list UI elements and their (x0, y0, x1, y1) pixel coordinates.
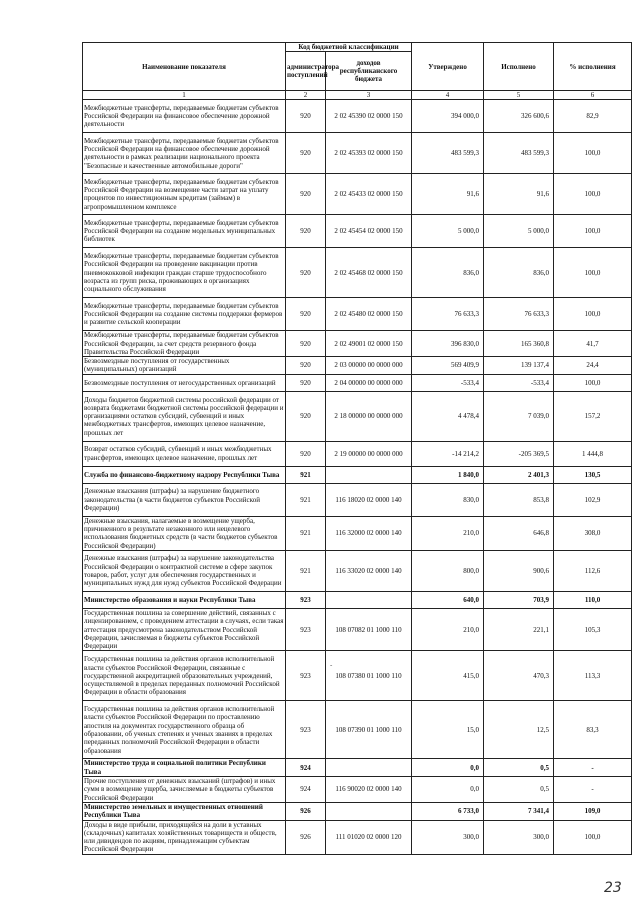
row-percent-cell: 100,0 (554, 174, 632, 215)
table-row (83, 820, 632, 854)
row-code-cell (326, 759, 412, 777)
row-name-cell: Министерство образования и науки Республики Тыва (83, 591, 286, 608)
row-percent-cell: 100,0 (554, 820, 632, 854)
table-row (83, 215, 632, 248)
table-row (83, 701, 632, 759)
row-approved-cell: 830,0 (412, 483, 484, 516)
row-name-cell: Государственная пошлина за действия органов исполнительной власти субъектов Российской Федерации по проставлению апостиля на документах государственного образца об образовании, об ученых степенях и ученых званиях в пределах переданных полномочий Российской Федерации в области образования (83, 701, 286, 759)
row-code-cell: 111 01020 02 0000 120 (326, 820, 412, 854)
header-income: доходов республиканского бюджета (326, 52, 412, 91)
row-name-cell: Государственная пошлина за действия органов исполнительной власти субъектов Российской Федерации, связанные с государственной аккредитацией образовательных учреждений, осуществляемой в пределах переданных полномочий Российской Федерации в области образования (83, 651, 286, 701)
row-executed-cell: 836,0 (484, 248, 554, 298)
row-admin-cell: 920 (286, 331, 326, 357)
row-admin-cell: 920 (286, 441, 326, 466)
row-admin-cell: 920 (286, 174, 326, 215)
row-code-cell: 108 07390 01 1000 110 (326, 701, 412, 759)
row-approved-cell: 800,0 (412, 550, 484, 591)
row-percent-cell: 100,0 (554, 133, 632, 174)
row-percent-cell: 100,0 (554, 298, 632, 331)
row-percent-cell: 102,9 (554, 483, 632, 516)
row-code-cell: 108 07380 01 1000 110 (326, 651, 412, 701)
row-executed-cell: 165 360,8 (484, 331, 554, 357)
row-executed-cell: 646,8 (484, 516, 554, 550)
row-name-cell: Межбюджетные трансферты, передаваемые бюджетам субъектов Российской Федерации на создание модельных муниципальных библиотек (83, 215, 286, 248)
row-executed-cell: 326 600,6 (484, 100, 554, 133)
row-percent-cell: 83,3 (554, 701, 632, 759)
row-approved-cell: -14 214,2 (412, 441, 484, 466)
row-executed-cell: 221,1 (484, 608, 554, 650)
row-executed-cell: 483 599,3 (484, 133, 554, 174)
row-executed-cell: 139 137,4 (484, 357, 554, 375)
row-approved-cell: 1 840,0 (412, 466, 484, 483)
row-approved-cell: 394 000,0 (412, 100, 484, 133)
row-percent-cell: 82,9 (554, 100, 632, 133)
row-code-cell (326, 466, 412, 483)
row-name-cell: Межбюджетные трансферты, передаваемые бюджетам субъектов Российской Федерации на возмещение части затрат на уплату процентов по инвестиционным кредитам (займам) в агропромышленном комплексе (83, 174, 286, 215)
row-admin-cell: 921 (286, 466, 326, 483)
row-code-cell: 2 02 45393 02 0000 150 (326, 133, 412, 174)
row-name-cell: Межбюджетные трансферты, передаваемые бюджетам субъектов Российской Федерации на финансовое обеспечение дорожной деятельности (83, 100, 286, 133)
row-name-cell: Государственная пошлина за совершение действий, связанных с лицензированием, с проведением аттестации в случаях, если такая аттестация предусмотрена законодательством Российской Федерации, зачисляемая в бюджеты субъектов Российской Федерации (83, 608, 286, 650)
row-approved-cell: 210,0 (412, 608, 484, 650)
row-name-cell: Межбюджетные трансферты, передаваемые бюджетам субъектов Российской Федерации, за счет средств резервного фонда Правительства Российской Федерации (83, 331, 286, 357)
row-approved-cell: 836,0 (412, 248, 484, 298)
row-admin-cell: 921 (286, 516, 326, 550)
header-percent: % исполнения (554, 43, 632, 91)
row-code-cell: 2 03 00000 00 0000 000 (326, 357, 412, 375)
row-code-cell (326, 802, 412, 820)
row-code-cell: 2 02 45468 02 0000 150 (326, 248, 412, 298)
table-row-section (83, 802, 632, 820)
col-number: 1 (83, 91, 286, 100)
row-admin-cell: 921 (286, 550, 326, 591)
row-name-cell: Доходы в виде прибыли, приходящейся на доли в уставных (складочных) капиталах хозяйственных товариществ и обществ, или дивидендов по акциям, принадлежащим субъектам Российской Федерации (83, 820, 286, 854)
table-row-section (83, 759, 632, 777)
table-row (83, 298, 632, 331)
row-code-cell: 2 02 45454 02 0000 150 (326, 215, 412, 248)
row-name-cell: Межбюджетные трансферты, передаваемые бюджетам субъектов Российской Федерации на создание системы поддержки фермеров и развитие сельской кооперации (83, 298, 286, 331)
row-executed-cell: 470,3 (484, 651, 554, 701)
row-approved-cell: 396 830,0 (412, 331, 484, 357)
table-row (83, 516, 632, 550)
row-code-cell: 2 04 00000 00 0000 000 (326, 374, 412, 391)
row-executed-cell: -533,4 (484, 374, 554, 391)
row-approved-cell: 15,0 (412, 701, 484, 759)
row-executed-cell: -205 369,5 (484, 441, 554, 466)
row-code-cell: 2 18 00000 00 0000 000 (326, 391, 412, 441)
row-approved-cell: 76 633,3 (412, 298, 484, 331)
row-approved-cell: 4 478,4 (412, 391, 484, 441)
row-approved-cell: 640,0 (412, 591, 484, 608)
row-percent-cell: 110,0 (554, 591, 632, 608)
table-row (83, 100, 632, 133)
row-admin-cell: 924 (286, 759, 326, 777)
table-row (83, 174, 632, 215)
row-percent-cell: 41,7 (554, 331, 632, 357)
row-name-cell: Межбюджетные трансферты, передаваемые бюджетам субъектов Российской Федерации на финансовое обеспечение дорожной деятельности в рамках реализации национального проекта "Безопасные и качественные автомобильные дороги" (83, 133, 286, 174)
row-code-cell: 116 90020 02 0000 140 (326, 777, 412, 803)
col-number: 4 (412, 91, 484, 100)
row-approved-cell: 300,0 (412, 820, 484, 854)
table-row (83, 374, 632, 391)
table-row-section (83, 466, 632, 483)
row-executed-cell: 853,8 (484, 483, 554, 516)
table-row (83, 248, 632, 298)
row-percent-cell: 113,3 (554, 651, 632, 701)
row-code-cell: 2 02 45433 02 0000 150 (326, 174, 412, 215)
row-name-cell: Прочие поступления от денежных взысканий (штрафов) и иных сумм в возмещение ущерба, зачисляемые в бюджеты субъектов Российской Федерации (83, 777, 286, 803)
row-name-cell: Денежные взыскания (штрафы) за нарушение законодательства Российской Федерации о контрактной системе в сфере закупок товаров, работ, услуг для обеспечения государственных и муниципальных нужд для нужд субъектов Российской Федерации (83, 550, 286, 591)
row-code-cell: 108 07082 01 1000 110 (326, 608, 412, 650)
row-percent-cell: 105,3 (554, 608, 632, 650)
row-percent-cell: - (554, 759, 632, 777)
row-percent-cell: - (554, 777, 632, 803)
row-code-cell: 116 18020 02 0000 140 (326, 483, 412, 516)
row-code-cell: 2 02 49001 02 0000 150 (326, 331, 412, 357)
row-percent-cell: 157,2 (554, 391, 632, 441)
row-admin-cell: 923 (286, 651, 326, 701)
row-name-cell: Денежные взыскания (штрафы) за нарушение бюджетного законодательства (в части бюджетов субъектов Российской Федерации) (83, 483, 286, 516)
row-name-cell: Возврат остатков субсидий, субвенций и иных межбюджетных трансфертов, имеющих целевое назначение, прошлых лет (83, 441, 286, 466)
row-admin-cell: 920 (286, 391, 326, 441)
header-executed: Исполнено (484, 43, 554, 91)
row-executed-cell: 7 341,4 (484, 802, 554, 820)
row-admin-cell: 923 (286, 701, 326, 759)
row-executed-cell: 0,5 (484, 759, 554, 777)
table-row (83, 331, 632, 357)
header-name: Наименование показателя (83, 43, 286, 91)
row-code-cell: 2 19 00000 00 0000 000 (326, 441, 412, 466)
row-percent-cell: 24,4 (554, 357, 632, 375)
row-approved-cell: 6 733,0 (412, 802, 484, 820)
row-executed-cell: 2 401,3 (484, 466, 554, 483)
row-name-cell: Межбюджетные трансферты, передаваемые бюджетам субъектов Российской Федерации на проведение вакцинации против пневмококковой инфекции граждан старше трудоспособного возраста из групп риска, проживающих в организациях социального обслуживания (83, 248, 286, 298)
row-admin-cell: 921 (286, 483, 326, 516)
row-executed-cell: 900,6 (484, 550, 554, 591)
row-admin-cell: 920 (286, 374, 326, 391)
row-code-cell: 2 02 45480 02 0000 150 (326, 298, 412, 331)
row-approved-cell: 91,6 (412, 174, 484, 215)
row-name-cell: Доходы бюджетов бюджетной системы российской федерации от возврата бюджетами бюджетной системы российской федерации и организациями остатков субсидий, субвенций и иных межбюджетных трансфертов, имеющих целевое назначение, прошлых лет (83, 391, 286, 441)
table-row (83, 651, 632, 701)
row-name-cell: Министерство труда и социальной политики Республики Тыва (83, 759, 286, 777)
row-admin-cell: 926 (286, 802, 326, 820)
row-code-cell: 116 32000 02 0000 140 (326, 516, 412, 550)
row-approved-cell: 5 000,0 (412, 215, 484, 248)
row-approved-cell: 569 409,9 (412, 357, 484, 375)
row-percent-cell: 109,0 (554, 802, 632, 820)
row-executed-cell: 0,5 (484, 777, 554, 803)
row-name-cell: Служба по финансово-бюджетному надзору Республики Тыва (83, 466, 286, 483)
row-percent-cell: 100,0 (554, 215, 632, 248)
row-admin-cell: 920 (286, 298, 326, 331)
row-code-cell (326, 591, 412, 608)
row-admin-cell: 923 (286, 591, 326, 608)
row-percent-cell: 100,0 (554, 248, 632, 298)
row-admin-cell: 920 (286, 133, 326, 174)
col-number: 2 (286, 91, 326, 100)
table-row (83, 441, 632, 466)
row-approved-cell: 483 599,3 (412, 133, 484, 174)
header-admin: администратора поступлений (286, 52, 326, 91)
row-approved-cell: 0,0 (412, 777, 484, 803)
row-admin-cell: 926 (286, 820, 326, 854)
row-admin-cell: 920 (286, 248, 326, 298)
row-executed-cell: 12,5 (484, 701, 554, 759)
row-percent-cell: 130,5 (554, 466, 632, 483)
table-row-section (83, 591, 632, 608)
row-approved-cell: -533,4 (412, 374, 484, 391)
budget-execution-table (82, 42, 632, 855)
col-number: 6 (554, 91, 632, 100)
table-row (83, 133, 632, 174)
table-row (83, 550, 632, 591)
row-percent-cell: 308,0 (554, 516, 632, 550)
row-executed-cell: 7 039,0 (484, 391, 554, 441)
page-number: 23 (604, 880, 622, 896)
row-percent-cell: 100,0 (554, 374, 632, 391)
row-executed-cell: 703,9 (484, 591, 554, 608)
row-admin-cell: 924 (286, 777, 326, 803)
row-executed-cell: 91,6 (484, 174, 554, 215)
row-approved-cell: 415,0 (412, 651, 484, 701)
row-admin-cell: 923 (286, 608, 326, 650)
row-name-cell: Министерство земельных и имущественных отношений Республики Тыва (83, 802, 286, 820)
table-row (83, 391, 632, 441)
table-body (83, 100, 632, 854)
row-approved-cell: 0,0 (412, 759, 484, 777)
row-name-cell: Безвозмездные поступления от негосударственных организаций (83, 374, 286, 391)
header-approved: Утверждено (412, 43, 484, 91)
table-row (83, 357, 632, 375)
header-code-group: Код бюджетной классификации (286, 43, 412, 52)
row-admin-cell: 920 (286, 215, 326, 248)
row-executed-cell: 76 633,3 (484, 298, 554, 331)
table-row (83, 483, 632, 516)
row-name-cell: Денежные взыскания, налагаемые в возмещение ущерба, причиненного в результате незаконного или нецелевого использования бюджетных средств (в части бюджетов субъектов Российской Федерации) (83, 516, 286, 550)
table-row (83, 608, 632, 650)
row-percent-cell: 112,6 (554, 550, 632, 591)
col-number: 5 (484, 91, 554, 100)
row-admin-cell: 920 (286, 357, 326, 375)
column-numbers-row (83, 91, 632, 100)
row-executed-cell: 5 000,0 (484, 215, 554, 248)
row-percent-cell: 1 444,8 (554, 441, 632, 466)
table-row (83, 777, 632, 803)
stray-mark: - (330, 661, 333, 669)
row-admin-cell: 920 (286, 100, 326, 133)
row-approved-cell: 210,0 (412, 516, 484, 550)
row-code-cell: 116 33020 02 0000 140 (326, 550, 412, 591)
row-code-cell: 2 02 45390 02 0000 150 (326, 100, 412, 133)
col-number: 3 (326, 91, 412, 100)
row-name-cell: Безвозмездные поступления от государственных (муниципальных) организаций (83, 357, 286, 375)
row-executed-cell: 300,0 (484, 820, 554, 854)
